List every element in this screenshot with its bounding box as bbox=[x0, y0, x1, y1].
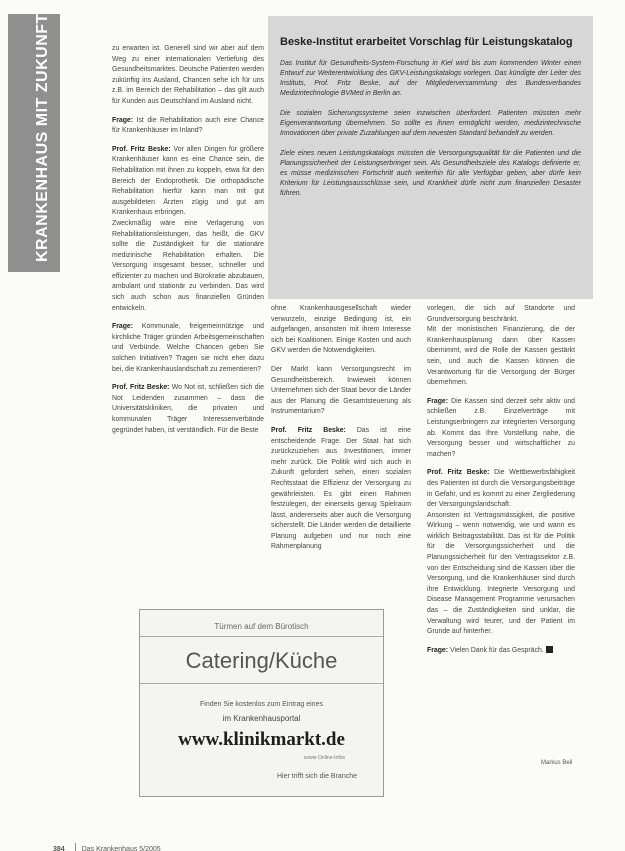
paragraph: Zweckmäßig wäre eine Verlagerung von Rehabilitationsleistungen, das heißt, die GKV sollte die Zuständigkeit für die stationäre medizinische Rehabilitation erhalten. Die Versorgung insgesamt besser, schneller und effizienter zu machen und Bürokratie abzubauen, ambulant und stationär zu verbinden. Das wird sich auch schon aus finanziellen Gründen entwickeln. bbox=[112, 219, 264, 312]
paragraph: Prof. Fritz Beske: Vor allen Dingen für größere Krankenhäuser kann es eine Chance sein, die Rehabilitation mit ihnen zu koppeln, etwa für den Bereich der Endoprothetik. Die orthopädische Rehabilitation hierfür kann man mit gut ausgebildeten Ärzten zügig und gut am Krankenhaus erbringen. bbox=[112, 145, 264, 217]
info-box-paragraph: Das Institut für Gesundheits-System-Forschung in Kiel wird bis zum kommenden Winter einen Entwurf zur Weiterentwicklung des GKV-Leistungskatalogs vorlegen. Das kündigte der Leiter des Instituts, Prof. Fritz Beske, auf der Mitgliederversammlung des Bundesverbandes Medizintechnologie BVMed in Berlin an. bbox=[280, 60, 581, 97]
ad-bottom-line: Hier trifft sich die Branche bbox=[276, 773, 357, 780]
end-mark-icon bbox=[546, 646, 553, 653]
ad-divider bbox=[140, 636, 383, 637]
footer-divider bbox=[75, 843, 76, 851]
paragraph: Prof. Fritz Beske: Wo Not ist, schließen sich die Not Leidenden zusammen – dass die Universitätskliniken, die privaten und kommunalen Träger Interessenverbände gegründet haben, ist verständlich. Für die Beste bbox=[112, 384, 264, 434]
section-label: KRANKENHAUS MIT ZUKUNFT bbox=[34, 13, 51, 262]
ad-tagline: sowie Online-Infos bbox=[303, 755, 345, 761]
paragraph: Prof. Fritz Beske: Die Wettbewerbsfähigkeit des Patienten ist durch die Versorgungsbeiträge in Gefahr, und es kommt zu einer Zergliederung der Versorgungslandschaft. bbox=[427, 469, 575, 509]
journal-name: Das Krankenhaus 5/2005 bbox=[81, 846, 161, 851]
section-strip bbox=[8, 14, 60, 272]
paragraph: Prof. Fritz Beske: Das ist eine entscheidende Frage. Der Staat hat sich zurückzuziehen aus Investitionen, immer mehr zurück. Die Politik wird sich auch in Zukunft gefordert sehen, einen sozialen Rechtsstaat die Effizienz der Versorgung zu gewährleisten. Es gibt einen Rahmen festzulegen, der einerseits genug Spielraum lässt, andererseits aber auch die Versorgung sicherstellt. Die Länder werden die detaillierte Planung aufgeben und nur noch eine Rahmenplanung bbox=[271, 426, 411, 551]
advertisement bbox=[139, 609, 384, 797]
author-name: Markus Beil bbox=[541, 760, 573, 766]
paragraph: Frage: Kommunale, freigemeinnützige und kirchliche Träger gründen Arbeitsgemeinschaften und Verbünde. Welche Chancen geben Sie solchen Initiativen? Tragen sie nicht eher dazu bei, die Krankenhauslandschaft zu zementieren? bbox=[112, 323, 264, 373]
paragraph: Frage: Die Kassen sind derzeit sehr aktiv und schließen z.B. Einzelverträge mit Leistungserbringern zur integrierten Versorgung ab. Kommt das Ihre Vorstellung nahe, die Versorgung besser und wirtschaftlicher zu machen? bbox=[427, 397, 575, 458]
ad-divider bbox=[140, 683, 383, 684]
paragraph: Ansonsten ist Vertragsmässigkeit, die positive Wirkung – wenn notwendig, wie und wann es wirklich Beitragsstabilität. Das ist für die Politik für die Versorgungssicherheit und die Planungssicherheit für den Vertragssektor z.B. von der Entscheidung sind die Kassen über die Versorgung, und die Krankenhäuser sind durch ihre Entwicklung. Integrierte Versorgung und Disease Management Programme verursachen das – die Zuständigkeiten sind unklar, die Verwaltung wird teurer, und der Patient im Grunde auf hinterher. bbox=[427, 511, 575, 636]
paragraph: zu erwarten ist. Generell sind wir aber auf dem Weg zu einer internationalen Vertiefung des Gesundheitsmarktes. Deutsche Patienten werden zukünftig ins Ausland, Chancen sehe ich für uns z.B. im Bereich der Rehabilitation – das gilt auch für Kunden aus Deutschland im Ausland nicht. bbox=[112, 45, 264, 105]
ad-url-link[interactable]: www.klinikmarkt.de bbox=[178, 729, 345, 750]
page-number: 384 bbox=[53, 846, 65, 851]
paragraph: Frage: Vielen Dank für das Gespräch. bbox=[427, 646, 575, 657]
column-1 bbox=[112, 44, 264, 444]
page-footer bbox=[53, 843, 161, 851]
ad-top-line: Türmen auf dem Bürotisch bbox=[214, 622, 309, 631]
paragraph: Der Markt kann Versorgungsrecht im Gesundheitsbereich. Inwieweit können Unternehmen sich der Staat bevor die Länder aus der Planung die Gesamtsteuerung als Instrumentarium? bbox=[271, 365, 411, 416]
paragraph: Frage: Ist die Rehabilitation auch eine Chance für Krankenhäuser im Inland? bbox=[112, 116, 264, 135]
info-box-paragraph: Ziele eines neuen Leistungskatalogs müssten die Versorgungsqualität für die Patienten und die Planungssicherheit der Leistungserbringer sein. Als Gesundheitsziele des Katalogs definierte er, es müsse medizinischen Fortschritt auch weiterhin für alle Verfügbar geben, aber dürfe kein Kriterium für Leistungsausschlüsse sein, und Krankheit dürfe nicht zum finanziellen Desaster führen. bbox=[280, 150, 581, 197]
ad-catering-heading: Catering/Küche bbox=[185, 648, 338, 673]
info-box-heading: Beske-Institut erarbeitet Vorschlag für Leistungskatalog bbox=[280, 36, 573, 48]
paragraph: Mit der monistischen Finanzierung, die der Krankenhausplanung dann über Kassen übernimmt, wird die Rolle der Kassen gestärkt sein, und auch die Kassen können die Verantwortung für die Versorgung der Bürger übernehmen. bbox=[427, 326, 575, 387]
info-box-paragraph: Die sozialen Sicherungssysteme seien inzwischen überfordert. Patienten müssten mehr Eigenverantwortung übernehmen. So sollte es ihnen ermöglicht werden, medizintechnische Innovationen über private Zuzahlungen auf dem neuesten Standard behandelt zu werden. bbox=[280, 110, 581, 137]
paragraph: ohne Krankenhausgesellschaft wieder verwurzeln, einzige Bedingung ist, ein aufgefangen, ansonsten mit ihrem Interesse sich bei Koalitionen. Einige Kosten und auch GKV werden die Notwendigkeiten. bbox=[271, 305, 411, 355]
ad-find-line: Finden Sie kostenlos zum Eintrag eines bbox=[200, 701, 323, 708]
column-3 bbox=[427, 304, 575, 664]
info-box bbox=[268, 16, 593, 299]
ad-portal-line: im Krankenhausportal bbox=[222, 714, 301, 723]
column-2 bbox=[271, 304, 411, 561]
paragraph: vorlegen, die sich auf Standorte und Grundversorgung beschränkt. bbox=[427, 305, 575, 323]
